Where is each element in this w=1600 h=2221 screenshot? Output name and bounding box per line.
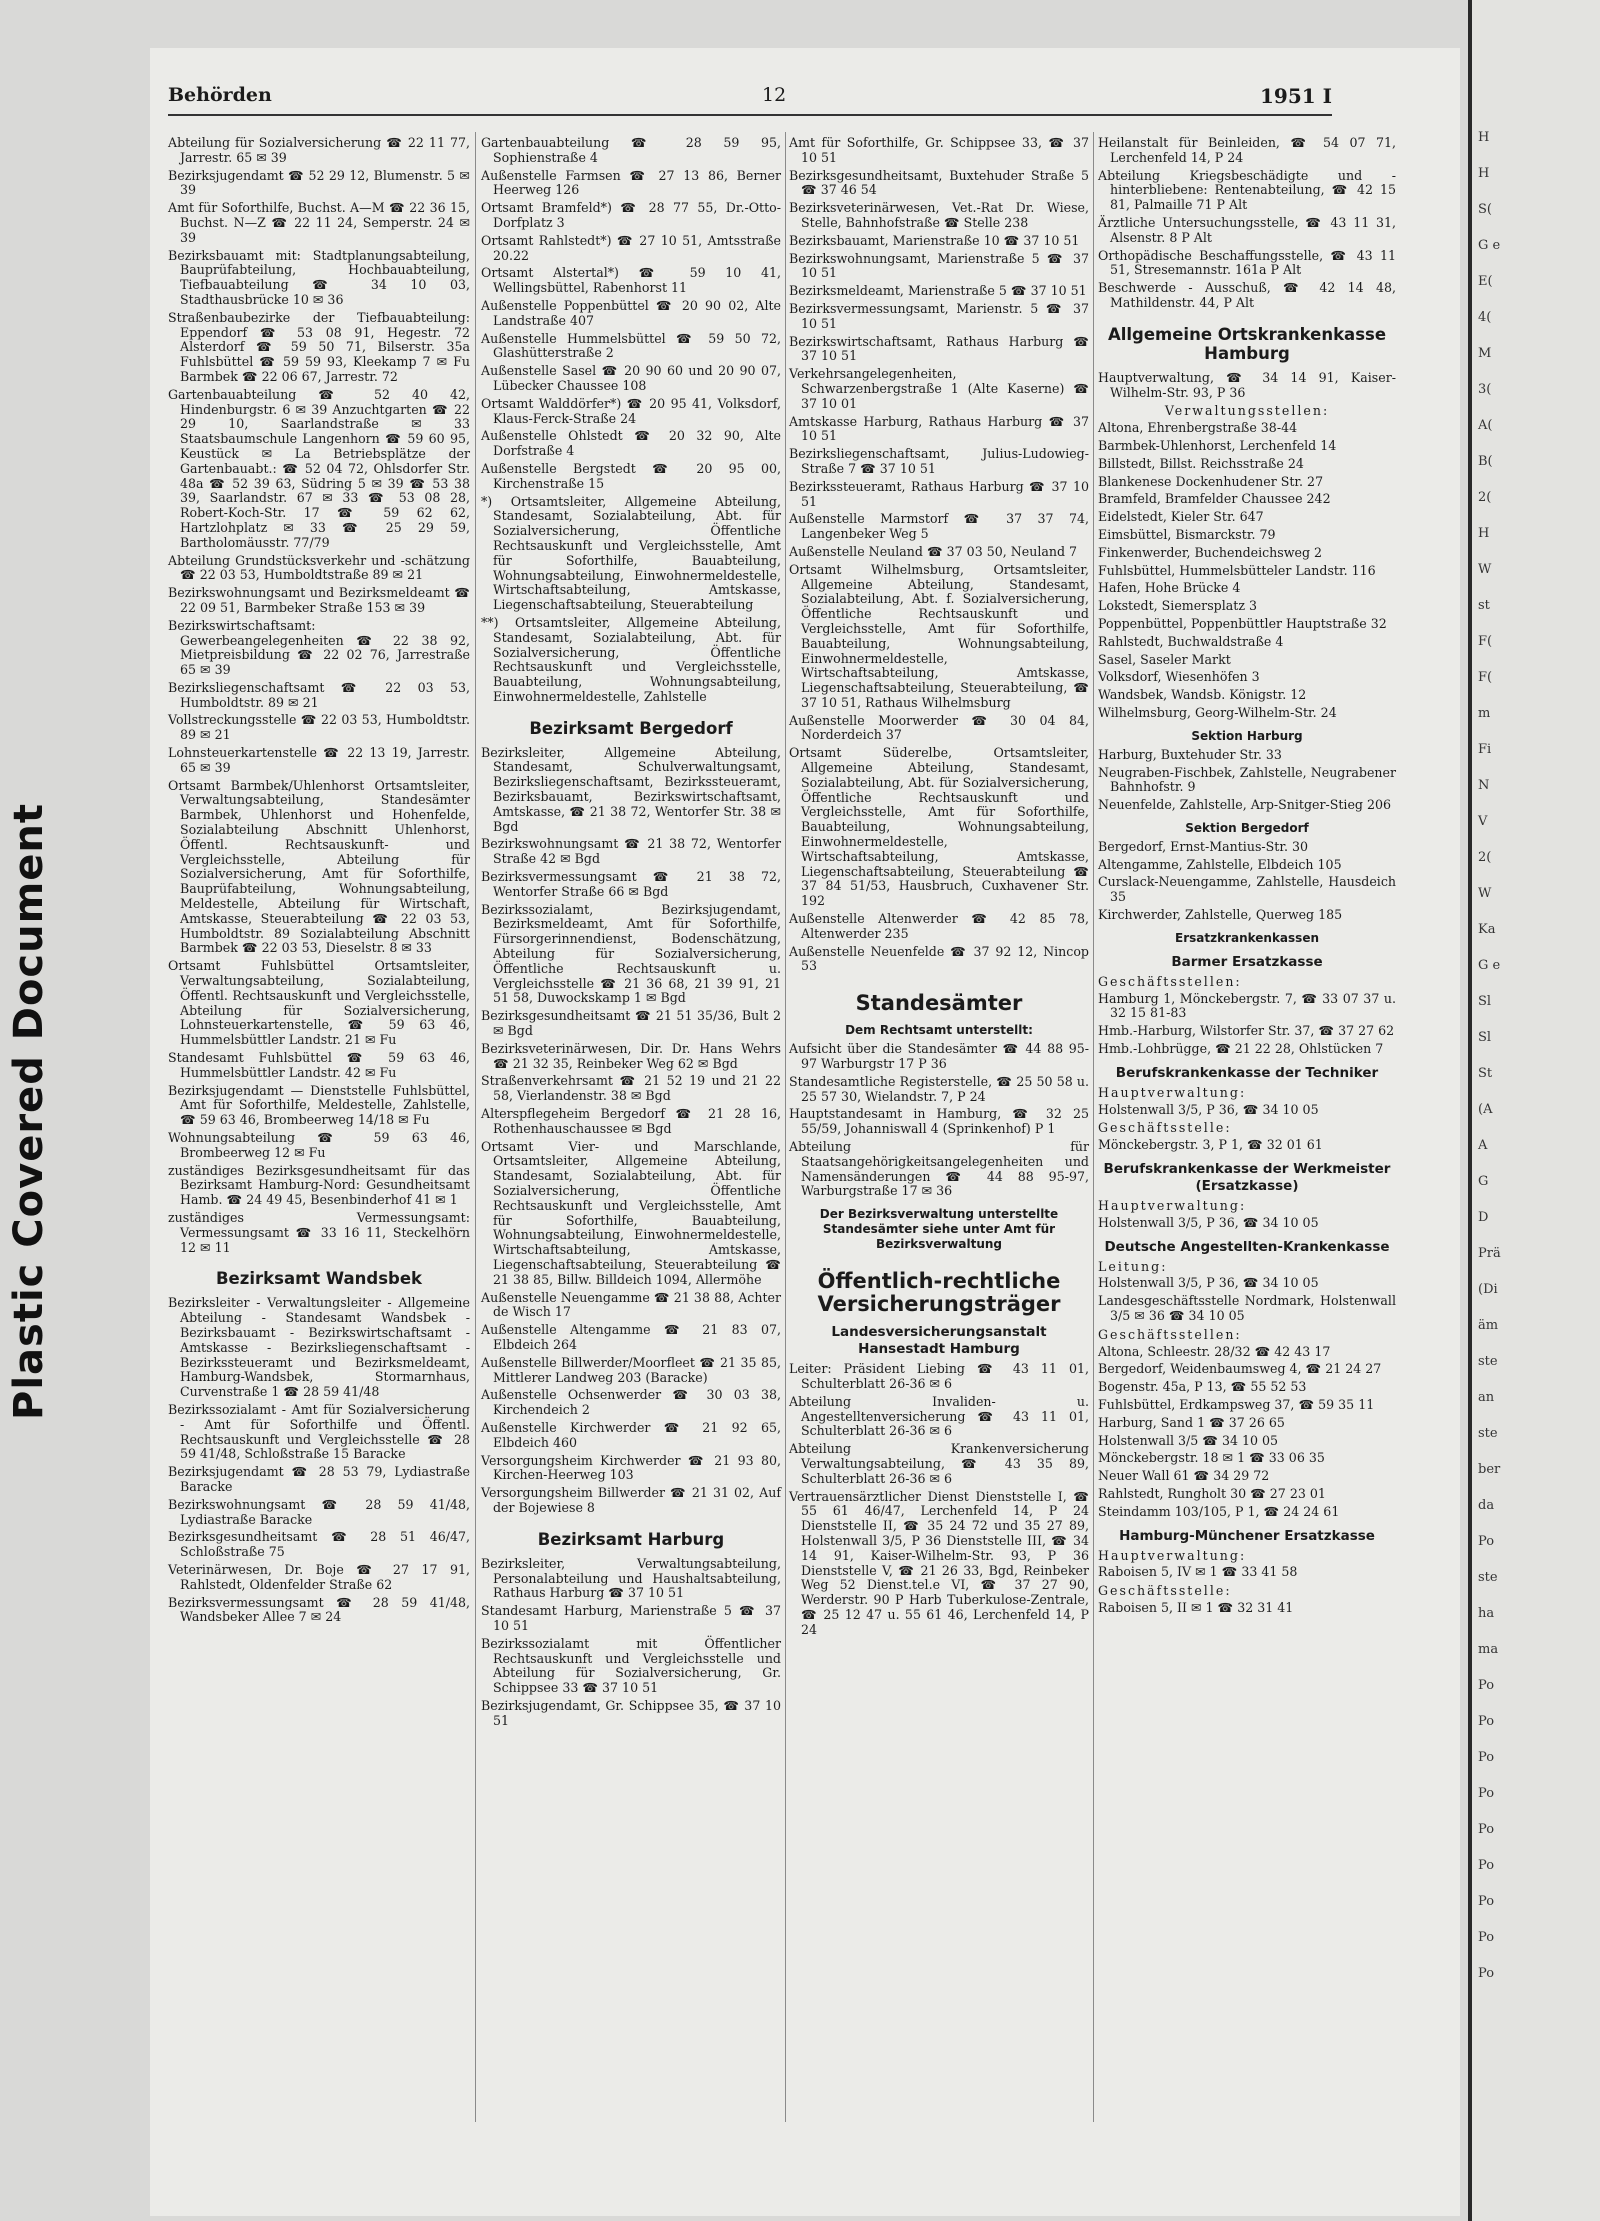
section-heading: Berufskrankenkasse der Werkmeister (Ersatzkasse) <box>1103 1161 1391 1195</box>
directory-entry: Standesamt Fuhlsbüttel ☎ 59 63 46, Hummelsbüttler Landstr. 42 ✉ Fu <box>168 1050 470 1080</box>
directory-entry: Außenstelle Ohlstedt ☎ 20 32 90, Alte Dorfstraße 4 <box>481 428 781 459</box>
directory-entry: Ortsamt Fuhlsbüttel Ortsamtsleiter, Verwaltungsabteilung, Sozialabteilung, Öffentl. Rechtsauskunft und Vergleichsstelle, Abteilung für Sozialversicherung, Lohnsteuerkartenstelle, ☎ 59 63 46, Hummelsbüttler Landstr. 21 ✉ Fu <box>168 958 470 1048</box>
side-label: Plastic Covered Document <box>6 802 52 1420</box>
edge-text-fragment: W <box>1478 562 1492 577</box>
edge-text-fragment: St <box>1478 1066 1493 1081</box>
directory-entry: Außenstelle Sasel ☎ 20 90 60 und 20 90 07, Lübecker Chaussee 108 <box>481 363 781 393</box>
edge-text-fragment: V <box>1478 814 1488 829</box>
edge-text-fragment: E( <box>1478 274 1493 289</box>
edge-text-fragment: G e <box>1478 958 1501 973</box>
edge-text-fragment: B( <box>1478 454 1493 469</box>
directory-entry: Volksdorf, Wiesenhöfen 3 <box>1098 669 1260 685</box>
directory-entry: Abteilung Grundstücksverkehr und -schätzung ☎ 22 03 53, Humboldtstraße 89 ✉ 21 <box>168 552 470 583</box>
directory-entry: Mönckebergstr. 3, P 1, ☎ 32 01 61 <box>1098 1137 1323 1153</box>
edge-text-fragment: H <box>1478 166 1490 181</box>
directory-entry: Harburg, Sand 1 ☎ 37 26 65 <box>1098 1414 1285 1430</box>
directory-entry: Barmbek-Uhlenhorst, Lerchenfeld 14 <box>1098 437 1337 453</box>
directory-entry: Verkehrsangelegenheiten, Schwarzenbergstraße 1 (Alte Kaserne) ☎ 37 10 01 <box>789 366 1089 411</box>
edge-text-fragment: ha <box>1478 1606 1495 1621</box>
directory-entry: Veterinärwesen, Dr. Boje ☎ 27 17 91, Rahlstedt, Oldenfelder Straße 62 <box>168 1561 470 1592</box>
directory-entry: Außenstelle Poppenbüttel ☎ 20 90 02, Alte Landstraße 407 <box>481 297 781 328</box>
subheading: Verwaltungsstellen: <box>1164 403 1330 419</box>
directory-entry: Sasel, Saseler Markt <box>1098 651 1231 667</box>
directory-entry: Versorgungsheim Billwerder ☎ 21 31 02, Auf der Bojewiese 8 <box>481 1485 781 1515</box>
column-divider <box>475 132 476 2122</box>
edge-text-fragment: 2( <box>1478 490 1492 505</box>
directory-entry: Außenstelle Farmsen ☎ 27 13 86, Berner Heerweg 126 <box>481 167 781 198</box>
directory-entry: Billstedt, Billst. Reichsstraße 24 <box>1098 455 1304 471</box>
directory-entry: Altona, Ehrenbergstraße 38-44 <box>1098 420 1298 436</box>
directory-entry: Holstenwall 3/5, P 36, ☎ 34 10 05 <box>1098 1101 1319 1117</box>
directory-entry: Bezirksmeldeamt, Marienstraße 5 ☎ 37 10 51 <box>789 283 1087 299</box>
edge-text-fragment: G e <box>1478 238 1501 253</box>
page-header <box>168 84 1332 116</box>
directory-entry: Neugraben-Fischbek, Zahlstelle, Neugrabener Bahnhofstr. 9 <box>1098 764 1396 795</box>
directory-entry: Bezirksbauamt mit: Stadtplanungsabteilung, Bauprüfabteilung, Hochbauabteilung, Tiefbauabteilung ☎ 34 10 03, Stadthausbrücke 10 ✉ 36 <box>168 247 470 307</box>
directory-entry: Steindamm 103/105, P 1, ☎ 24 24 61 <box>1098 1503 1340 1519</box>
directory-entry: Lohnsteuerkartenstelle ☎ 22 13 19, Jarrestr. 65 ✉ 39 <box>168 745 470 775</box>
directory-entry: Versorgungsheim Kirchwerder ☎ 21 93 80, Kirchen-Heerweg 103 <box>481 1452 781 1483</box>
column-divider <box>1093 132 1094 2122</box>
section-heading: Öffentlich-rechtliche Versicherungsträger <box>817 1269 1061 1317</box>
page-number: 12 <box>762 84 787 106</box>
directory-entry: Bezirksleiter - Verwaltungsleiter - Allgemeine Abteilung - Standesamt Wandsbek - Bezirksbauamt - Bezirkswirtschaftsamt - Amtskasse - Bezirksliegenschaftsamt - Bezirkssteueramt und Bezirksmeldeamt, Hamburg-Wandsbek, Stormarnhaus, Curvenstraße 1 ☎ 28 59 41/48 <box>168 1295 470 1400</box>
edge-text-fragment: Po <box>1478 1966 1495 1981</box>
subheading: Geschäftsstellen: <box>1098 973 1242 989</box>
directory-entry: Außenstelle Neuengamme ☎ 21 38 88, Achter de Wisch 17 <box>481 1289 781 1320</box>
directory-entry: Bezirkswohnungsamt ☎ 28 59 41/48, Lydiastraße Baracke <box>168 1496 470 1527</box>
edge-text-fragment: A( <box>1478 418 1493 433</box>
edge-text-fragment: 4( <box>1478 310 1492 325</box>
directory-entry: Orthopädische Beschaffungsstelle, ☎ 43 11 51, Stresemannstr. 161a P Alt <box>1098 247 1396 278</box>
section-heading: Deutsche Angestellten-Krankenkasse <box>1104 1238 1390 1255</box>
directory-entry: Ortsamt Alstertal*) ☎ 59 10 41, Wellingsbüttel, Rabenhorst 11 <box>481 265 781 296</box>
edge-text-fragment: Sl <box>1478 1030 1492 1045</box>
directory-entry: Bezirksleiter, Verwaltungsabteilung, Personalabteilung und Haushaltsabteilung, Rathaus Harburg ☎ 37 10 51 <box>481 1555 781 1601</box>
edge-text-fragment: an <box>1478 1390 1495 1405</box>
directory-entry: Ärztliche Untersuchungsstelle, ☎ 43 11 31, Alsenstr. 8 P Alt <box>1098 214 1396 245</box>
directory-entry: Raboisen 5, IV ✉ 1 ☎ 33 41 58 <box>1098 1564 1298 1580</box>
directory-entry: Ortsamt Süderelbe, Ortsamtsleiter, Allgemeine Abteilung, Standesamt, Sozialabteilung, Abt. für Sozialversicherung, Öffentliche Rechtsauskunft und Vergleichsstelle, Amt für Soforthilfe, Bauabteilung, Wohnungsabteilung, Einwohnermeldestelle, Wirtschaftsabteilung, Amtskasse, Liegenschaftsabteilung, Steuerabteilung ☎ 37 84 51/53, Hausbruch, Cuxhavener Str. 192 <box>789 745 1089 909</box>
directory-entry: Ortsamt Rahlstedt*) ☎ 27 10 51, Amtsstraße 20.22 <box>481 232 781 263</box>
directory-entry: Blankenese Dockenhudener Str. 27 <box>1098 473 1324 489</box>
section-heading: Allgemeine Ortskrankenkasse Hamburg <box>1107 324 1387 363</box>
subheading: Hauptverwaltung: <box>1098 1084 1247 1100</box>
edge-text-fragment: Ka <box>1478 922 1496 937</box>
directory-entry: Harburg, Buxtehuder Str. 33 <box>1098 746 1282 762</box>
subsection-heading: Landesversicherungsanstalt Hansestadt Hamburg <box>831 1324 1047 1358</box>
edge-text-fragment: Fi <box>1478 742 1492 757</box>
edge-text-fragment: Po <box>1478 1534 1495 1549</box>
directory-entry: Abteilung Kriegsbeschädigte und -hinterbliebene: Rentenabteilung, ☎ 42 15 81, Palmaille 71 P Alt <box>1098 167 1396 213</box>
directory-entry: Bezirkssozialamt, Bezirksjugendamt, Bezirksmeldeamt, Amt für Soforthilfe, Fürsorgerinnendienst, Bodenschätzung, Abteilung für Sozialversicherung, Öffentliche Rechtsauskunft u. Vergleichsstelle ☎ 21 36 68, 21 39 91, 21 51 58, Duwockskamp 1 ✉ Bgd <box>481 901 781 1006</box>
directory-entry: Hmb.-Harburg, Wilstorfer Str. 37, ☎ 37 27 62 <box>1098 1023 1395 1039</box>
directory-entry: Außenstelle Kirchwerder ☎ 21 92 65, Elbdeich 460 <box>481 1419 781 1450</box>
directory-entry: Kirchwerder, Zahlstelle, Querweg 185 <box>1098 907 1343 923</box>
subheading: Leitung: <box>1098 1258 1168 1274</box>
directory-entry: Rahlstedt, Buchwaldstraße 4 <box>1098 633 1284 649</box>
directory-entry: Holstenwall 3/5, P 36, ☎ 34 10 05 <box>1098 1214 1319 1230</box>
directory-entry: Bezirksgesundheitsamt ☎ 21 51 35/36, Bult 2 ✉ Bgd <box>481 1008 781 1039</box>
directory-entry: Vertrauensärztlicher Dienst Dienststelle I, ☎ 55 61 46/47, Lerchenfeld 14, P 24 Dienststelle II, ☎ 35 24 72 und 35 27 89, Holstenwall 3/5, P 36 Dienststelle III, ☎ 34 14 91, Kaiser-Wilhelm-Str. 93, P 36 Dienststelle V, ☎ 21 26 33, Bgd, Reinbeker Weg 52 Dienst.tel.e VI, ☎ 37 27 90, Werderstr. 90 P Harb Tuberkulose-Zentrale, ☎ 25 12 47 u. 55 61 46, Lerchenfeld 14, P 24 <box>789 1488 1089 1637</box>
directory-entry: Bogenstr. 45a, P 13, ☎ 55 52 53 <box>1098 1379 1307 1395</box>
directory-entry: Mönckebergstr. 18 ✉ 1 ☎ 33 06 35 <box>1098 1450 1325 1466</box>
edge-text-fragment: Po <box>1478 1930 1495 1945</box>
directory-entry: Bezirksveterinärwesen, Dir. Dr. Hans Wehrs ☎ 21 32 35, Reinbeker Weg 62 ✉ Bgd <box>481 1040 781 1071</box>
note: Der Bezirksverwaltung unterstellte Standesämter siehe unter Amt für Bezirksverwaltung <box>819 1207 1059 1252</box>
directory-entry: Poppenbüttel, Poppenbüttler Hauptstraße 32 <box>1098 615 1387 631</box>
directory-entry: Fuhlsbüttel, Erdkampsweg 37, ☎ 59 35 11 <box>1098 1397 1375 1413</box>
edge-text-fragment: st <box>1478 598 1490 613</box>
column-3 <box>789 136 1089 1641</box>
edge-text-fragment: äm <box>1478 1318 1499 1333</box>
directory-entry: Curslack-Neuengamme, Zahlstelle, Hausdeich 35 <box>1098 874 1396 905</box>
directory-entry: Bezirksliegenschaftsamt ☎ 22 03 53, Humboldtstr. 89 ✉ 21 <box>168 679 470 710</box>
directory-entry: zuständiges Bezirksgesundheitsamt für das Bezirksamt Hamburg-Nord: Gesundheitsamt Hamb. ☎ 24 49 45, Besenbinderhof 41 ✉ 1 <box>168 1162 470 1208</box>
subheading: Geschäftsstellen: <box>1098 1326 1242 1342</box>
directory-entry: Hauptverwaltung, ☎ 34 14 91, Kaiser-Wilhelm-Str. 93, P 36 <box>1098 369 1396 400</box>
directory-entry: Abteilung Krankenversicherung Verwaltungsabteilung, ☎ 43 35 89, Schulterblatt 26-36 ✉ 6 <box>789 1441 1089 1486</box>
directory-entry: Bezirksjugendamt ☎ 52 29 12, Blumenstr. 5 ✉ 39 <box>168 167 470 198</box>
directory-entry: Fuhlsbüttel, Hummelsbütteler Landstr. 116 <box>1098 562 1376 578</box>
directory-entry: Rahlstedt, Rungholt 30 ☎ 27 23 01 <box>1098 1486 1326 1501</box>
section-heading: Bezirksamt Harburg <box>537 1529 725 1549</box>
directory-entry: Bezirksleiter, Allgemeine Abteilung, Standesamt, Schulverwaltungsamt, Bezirksliegenschaftsamt, Bezirkssteueramt, Bezirksbauamt, Bezirkswirtschaftsamt, Amtskasse, ☎ 21 38 72, Wentorfer Str. 38 ✉ Bgd <box>481 744 781 834</box>
directory-entry: Bezirkssozialamt mit Öffentlicher Rechtsauskunft und Vergleichsstelle und Abteilung für Sozialversicherung, Gr. Schippsee 33 ☎ 37 10 51 <box>481 1635 781 1696</box>
directory-entry: Leiter: Präsident Liebing ☎ 43 11 01, Schulterblatt 26-36 ✉ 6 <box>789 1361 1089 1391</box>
year-label: 1951 I <box>1260 84 1332 108</box>
directory-entry: Außenstelle Marmstorf ☎ 37 37 74, Langenbeker Weg 5 <box>789 511 1089 542</box>
directory-entry: Ortsamt Barmbek/Uhlenhorst Ortsamtsleiter, Verwaltungsabteilung, Standesämter Barmbek, Uhlenhorst und Hohenfelde, Sozialabteilung Abschnitt Uhlenhorst, Öffentl. Rechtsauskunft- und Vergleichsstelle, Abteilung für Sozialversicherung, Amt für Soforthilfe, Bauprüfabteilung, Wohnungsabteilung, Meldestelle, Abteilung für Wirtschaft, Amtskasse, Steuerabteilung ☎ 22 03 53, Humboldtstr. 89 Sozialabteilung Abschnitt Barmbek ☎ 22 03 53, Dieselstr. 8 ✉ 33 <box>168 777 470 956</box>
edge-text-fragment: ste <box>1478 1570 1498 1585</box>
directory-entry: Standesamt Harburg, Marienstraße 5 ☎ 37 10 51 <box>481 1603 781 1633</box>
directory-entry: Bezirksgesundheitsamt ☎ 28 51 46/47, Schloßstraße 75 <box>168 1529 470 1560</box>
directory-entry: Hamburg 1, Mönckebergstr. 7, ☎ 33 07 37 u. 32 15 81-83 <box>1098 990 1396 1021</box>
column-4 <box>1098 136 1396 1619</box>
edge-text-fragment: Prä <box>1478 1246 1501 1261</box>
directory-entry: Bezirkswohnungsamt, Marienstraße 5 ☎ 37 10 51 <box>789 250 1089 281</box>
directory-entry: Neuer Wall 61 ☎ 34 29 72 <box>1098 1468 1270 1484</box>
directory-entry: Amtskasse Harburg, Rathaus Harburg ☎ 37 10 51 <box>789 413 1089 444</box>
section-heading: Hamburg-Münchener Ersatzkasse <box>1119 1527 1375 1544</box>
directory-entry: *) Ortsamtsleiter, Allgemeine Abteilung, Standesamt, Sozialabteilung, Abt. für Sozialversicherung, Öffentliche Rechtsauskunft und Vergleichsstelle, Amt für Soforthilfe, Bauabteilung, Wohnungsabteilung, Einwohnermeldestelle, Wirtschaftsabteilung, Amtskasse, Liegenschaftsabteilung, Steuerabteilung <box>481 493 781 613</box>
edge-text-fragment: N <box>1478 778 1490 793</box>
column-2 <box>481 136 781 1732</box>
directory-entry: Bezirksvermessungsamt ☎ 28 59 41/48, Wandsbeker Allee 7 ✉ 24 <box>168 1594 470 1625</box>
directory-entry: Abteilung für Staatsangehörigkeitsangelegenheiten und Namensänderungen ☎ 44 88 95-97, Warburgstraße 17 ✉ 36 <box>789 1139 1089 1199</box>
directory-entry: Außenstelle Ochsenwerder ☎ 30 03 38, Kirchendeich 2 <box>481 1387 781 1418</box>
directory-entry: Alterspflegeheim Bergedorf ☎ 21 28 16, Rothenhauschaussee ✉ Bgd <box>481 1106 781 1136</box>
directory-entry: **) Ortsamtsleiter, Allgemeine Abteilung, Standesamt, Sozialabteilung, Abt. für Sozialversicherung, Öffentliche Rechtsauskunft und Vergleichsstelle, Bauabteilung, Wohnungsabteilung, Einwohnermeldestelle, Zahlstelle <box>481 614 781 704</box>
edge-text-fragment: D <box>1478 1210 1489 1225</box>
directory-entry: Hauptstandesamt in Hamburg, ☎ 32 25 55/59, Johanniswall 4 (Sprinkenhof) P 1 <box>789 1106 1089 1137</box>
edge-text-fragment: ste <box>1478 1354 1498 1369</box>
subheading: Dem Rechtsamt unterstellt: <box>845 1023 1033 1038</box>
directory-entry: Bezirksjugendamt, Gr. Schippsee 35, ☎ 37 10 51 <box>481 1697 781 1728</box>
section-heading: Berufskrankenkasse der Techniker <box>1115 1064 1379 1081</box>
edge-text-fragment: Po <box>1478 1822 1495 1837</box>
directory-entry: Eimsbüttel, Bismarckstr. 79 <box>1098 526 1276 542</box>
edge-text-fragment: H <box>1478 526 1490 541</box>
directory-entry: Finkenwerder, Buchendeichsweg 2 <box>1098 544 1323 560</box>
directory-entry: Bezirksliegenschaftsamt, Julius-Ludowieg-Straße 7 ☎ 37 10 51 <box>789 446 1089 476</box>
directory-entry: Bezirksbauamt, Marienstraße 10 ☎ 37 10 51 <box>789 232 1080 248</box>
edge-text-fragment: M <box>1478 346 1492 361</box>
edge-text-fragment: da <box>1478 1498 1495 1513</box>
subheading: Sektion Bergedorf <box>1185 820 1309 835</box>
directory-entry: Ortsamt Vier- und Marschlande, Ortsamtsleiter, Allgemeine Abteilung, Standesamt, Sozialabteilung, Abt. für Sozialversicherung, Öffentliche Rechtsauskunft und Vergleichsstelle, Amt für Soforthilfe, Bauabteilung, Wohnungsabteilung, Einwohnermeldestelle, Wirtschaftsabteilung, Amtskasse, Liegenschaftsabteilung, Steuerabteilung ☎ 21 38 85, Billw. Billdeich 1094, Allermöhe <box>481 1138 781 1287</box>
directory-entry: Außenstelle Neuland ☎ 37 03 50, Neuland 7 <box>789 543 1078 559</box>
directory-entry: Amt für Soforthilfe, Buchst. A—M ☎ 22 36 15, Buchst. N—Z ☎ 22 11 24, Semperstr. 24 ✉ 39 <box>168 200 470 245</box>
directory-entry: Außenstelle Neuenfelde ☎ 37 92 12, Nincop 53 <box>789 943 1089 974</box>
edge-text-fragment: Po <box>1478 1894 1495 1909</box>
directory-entry: Bezirkswohnungsamt und Bezirksmeldeamt ☎ 22 09 51, Barmbeker Straße 153 ✉ 39 <box>168 585 470 615</box>
directory-entry: Außenstelle Billwerder/Moorfleet ☎ 21 35 85, Mittlerer Landweg 203 (Baracke) <box>481 1354 781 1385</box>
edge-text-fragment: 2( <box>1478 850 1492 865</box>
directory-entry: Lokstedt, Siemersplatz 3 <box>1098 598 1257 614</box>
directory-entry: Bezirkssozialamt - Amt für Sozialversicherung - Amt für Soforthilfe und Öffentl. Rechtsauskunft und Vergleichsstelle ☎ 28 59 41/48, Schloßstraße 15 Baracke <box>168 1401 470 1462</box>
directory-entry: Wilhelmsburg, Georg-Wilhelm-Str. 24 <box>1098 704 1337 720</box>
column-divider <box>785 132 786 2122</box>
edge-text-fragment: S( <box>1478 202 1492 217</box>
directory-entry: Raboisen 5, II ✉ 1 ☎ 32 31 41 <box>1098 1599 1294 1615</box>
directory-entry: Neuenfelde, Zahlstelle, Arp-Snitger-Stieg 206 <box>1098 797 1392 813</box>
directory-entry: Bezirkswirtschaftsamt: Gewerbeangelegenheiten ☎ 22 38 92, Mietpreisbildung ☎ 22 02 76, Jarrestraße 65 ✉ 39 <box>168 617 470 678</box>
directory-entry: Beschwerde - Ausschuß, ☎ 42 14 48, Mathildenstr. 44, P Alt <box>1098 280 1396 310</box>
directory-entry: Straßenverkehrsamt ☎ 21 52 19 und 21 22 58, Vierlandenstr. 38 ✉ Bgd <box>481 1073 781 1104</box>
directory-entry: Außenstelle Altengamme ☎ 21 83 07, Elbdeich 264 <box>481 1322 781 1352</box>
directory-entry: Bezirksvermessungsamt ☎ 21 38 72, Wentorfer Straße 66 ✉ Bgd <box>481 869 781 899</box>
edge-text-fragment: m <box>1478 706 1491 721</box>
subheading: Geschäftsstelle: <box>1098 1120 1232 1136</box>
directory-entry: Aufsicht über die Standesämter ☎ 44 88 95-97 Warburgstr 17 P 36 <box>789 1041 1089 1072</box>
directory-entry: Landesgeschäftsstelle Nordmark, Holstenwall 3/5 ✉ 36 ☎ 34 10 05 <box>1098 1293 1396 1324</box>
directory-entry: Außenstelle Hummelsbüttel ☎ 59 50 72, Glashütterstraße 2 <box>481 330 781 361</box>
directory-entry: Außenstelle Bergstedt ☎ 20 95 00, Kirchenstraße 15 <box>481 460 781 491</box>
edge-text-fragment: 3( <box>1478 382 1492 397</box>
edge-text-fragment: ber <box>1478 1462 1501 1477</box>
edge-text-fragment: Po <box>1478 1786 1495 1801</box>
directory-entry: Vollstreckungsstelle ☎ 22 03 53, Humboldtstr. 89 ✉ 21 <box>168 712 470 743</box>
directory-entry: Holstenwall 3/5, P 36, ☎ 34 10 05 <box>1098 1275 1319 1291</box>
directory-entry: Ortsamt Walddörfer*) ☎ 20 95 41, Volksdorf, Klaus-Ferck-Straße 24 <box>481 395 781 426</box>
directory-entry: Heilanstalt für Beinleiden, ☎ 54 07 71, Lerchenfeld 14, P 24 <box>1098 135 1396 165</box>
directory-entry: Bergedorf, Ernst-Mantius-Str. 30 <box>1098 838 1309 854</box>
directory-entry: Bezirksvermessungsamt, Marienstr. 5 ☎ 37 10 51 <box>789 300 1089 331</box>
directory-entry: zuständiges Vermessungsamt: Vermessungsamt ☎ 33 16 11, Steckelhörn 12 ✉ 11 <box>168 1209 470 1255</box>
directory-entry: Standesamtliche Registerstelle, ☎ 25 50 58 u. 25 57 30, Wielandstr. 7, P 24 <box>789 1073 1089 1104</box>
directory-entry: Bezirksjugendamt ☎ 28 53 79, Lydiastraße Baracke <box>168 1464 470 1494</box>
subheading: Sektion Harburg <box>1191 728 1303 743</box>
directory-entry: Bezirksjugendamt — Dienststelle Fuhlsbüttel, Amt für Soforthilfe, Meldestelle, Zahlstelle, ☎ 59 63 46, Brombeerweg 14/18 ✉ Fu <box>168 1082 470 1128</box>
edge-text-fragment: ma <box>1478 1642 1499 1657</box>
directory-entry: Bergedorf, Weidenbaumsweg 4, ☎ 21 24 27 <box>1098 1361 1382 1377</box>
edge-text-fragment: Po <box>1478 1714 1495 1729</box>
directory-entry: Wandsbek, Wandsb. Königstr. 12 <box>1098 687 1307 703</box>
edge-text-fragment: W <box>1478 886 1492 901</box>
directory-entry: Gartenbauabteilung ☎ 52 40 42, Hindenburgstr. 6 ✉ 39 Anzuchtgarten ☎ 22 29 10, Saarlandstraße ✉ 33 Staatsbaumschule Langenhorn ☎ 59 60 95, Keustück ✉ La Betriebsplätze der Gartenbauabt.: ☎ 52 04 72, Ohlsdorfer Str. 48a ☎ 52 39 63, Südring 5 ✉ 39 ☎ 53 38 39, Saarlandstr. 67 ✉ 33 ☎ 53 08 28, Robert-Koch-Str. 17 ☎ 59 62 62, Hartzlohplatz ✉ 33 ☎ 25 29 59, Bartholomäusstr. 77/79 <box>168 386 470 550</box>
directory-entry: Außenstelle Altenwerder ☎ 42 85 78, Altenwerder 235 <box>789 911 1089 941</box>
directory-entry: Altengamme, Zahlstelle, Elbdeich 105 <box>1098 856 1342 872</box>
subheading: Hauptverwaltung: <box>1098 1547 1247 1563</box>
edge-text-fragment: (A <box>1478 1102 1493 1117</box>
directory-entry: Bramfeld, Bramfelder Chaussee 242 <box>1098 491 1331 507</box>
directory-entry: Außenstelle Moorwerder ☎ 30 04 84, Norderdeich 37 <box>789 712 1089 743</box>
directory-entry: Holstenwall 3/5 ☎ 34 10 05 <box>1098 1432 1279 1448</box>
directory-entry: Bezirkswirtschaftsamt, Rathaus Harburg ☎ 37 10 51 <box>789 333 1089 364</box>
section-heading: Bezirksamt Bergedorf <box>529 718 733 738</box>
directory-entry: Hmb.-Lohbrügge, ☎ 21 22 28, Ohlstücken 7 <box>1098 1041 1384 1057</box>
edge-text-fragment: Po <box>1478 1678 1495 1693</box>
directory-entry: Bezirksgesundheitsamt, Buxtehuder Straße 5 ☎ 37 46 54 <box>789 167 1089 198</box>
directory-entry: Ortsamt Bramfeld*) ☎ 28 77 55, Dr.-Otto-Dorfplatz 3 <box>481 200 781 230</box>
directory-entry: Gartenbauabteilung ☎ 28 59 95, Sophienstraße 4 <box>481 135 781 165</box>
subheading: Hauptverwaltung: <box>1098 1198 1247 1214</box>
directory-entry: Amt für Soforthilfe, Gr. Schippsee 33, ☎ 37 10 51 <box>789 135 1089 165</box>
edge-text-fragment: G <box>1478 1174 1489 1189</box>
edge-text-fragment: ste <box>1478 1426 1498 1441</box>
edge-text-fragment: H <box>1478 130 1490 145</box>
directory-entry: Hafen, Hohe Brücke 4 <box>1098 580 1241 596</box>
section-heading: Standesämter <box>855 991 1023 1016</box>
directory-entry: Altona, Schleestr. 28/32 ☎ 42 43 17 <box>1098 1343 1331 1359</box>
column-1 <box>168 136 470 1628</box>
edge-text-fragment: (Di <box>1478 1282 1498 1297</box>
directory-entry: Bezirkssteueramt, Rathaus Harburg ☎ 37 10 51 <box>789 478 1089 509</box>
edge-text-fragment: Sl <box>1478 994 1492 1009</box>
directory-entry: Abteilung Invaliden- u. Angestelltenversicherung ☎ 43 11 01, Schulterblatt 26-36 ✉ 6 <box>789 1393 1089 1439</box>
section-heading: Barmer Ersatzkasse <box>1171 953 1323 970</box>
edge-text-fragment: A <box>1478 1138 1488 1153</box>
directory-entry: Straßenbaubezirke der Tiefbauabteilung: Eppendorf ☎ 53 08 91, Hegestr. 72 Alsterdorf ☎ 59 50 71, Bilserstr. 35a Fuhlsbüttel ☎ 59 59 93, Kleekamp 7 ✉ Fu Barmbek ☎ 22 06 67, Jarrestr. 72 <box>168 309 470 384</box>
directory-entry: Ortsamt Wilhelmsburg, Ortsamtsleiter, Allgemeine Abteilung, Standesamt, Sozialabteilung, Abt. f. Sozialversicherung, Öffentliche Rechtsauskunft und Vergleichsstelle, Amt für Soforthilfe, Bauabteilung, Wohnungsabteilung, Einwohnermeldestelle, Wirtschaftsabteilung, Amtskasse, Liegenschaftsabteilung, Steuerabteilung, ☎ 37 10 51, Rathaus Wilhelmsburg <box>789 561 1089 710</box>
section-title: Behörden <box>168 84 272 106</box>
directory-entry: Bezirkswohnungsamt ☎ 21 38 72, Wentorfer Straße 42 ✉ Bgd <box>481 836 781 867</box>
directory-entry: Bezirksveterinärwesen, Vet.-Rat Dr. Wiese, Stelle, Bahnhofstraße ☎ Stelle 238 <box>789 200 1089 230</box>
section-heading: Bezirksamt Wandsbek <box>215 1269 423 1289</box>
subheading: Ersatzkrankenkassen <box>1175 930 1319 945</box>
edge-text-fragment: Po <box>1478 1858 1495 1873</box>
directory-entry: Eidelstedt, Kieler Str. 647 <box>1098 509 1264 525</box>
edge-text-fragment: Po <box>1478 1750 1495 1765</box>
edge-text-fragment: F( <box>1478 670 1493 685</box>
directory-entry: Wohnungsabteilung ☎ 59 63 46, Brombeerweg 12 ✉ Fu <box>168 1130 470 1160</box>
directory-entry: Abteilung für Sozialversicherung ☎ 22 11 77, Jarrestr. 65 ✉ 39 <box>168 135 470 165</box>
subheading: Geschäftsstelle: <box>1098 1583 1232 1599</box>
edge-text-fragment: F( <box>1478 634 1493 649</box>
next-page-edge <box>1468 0 1600 2221</box>
